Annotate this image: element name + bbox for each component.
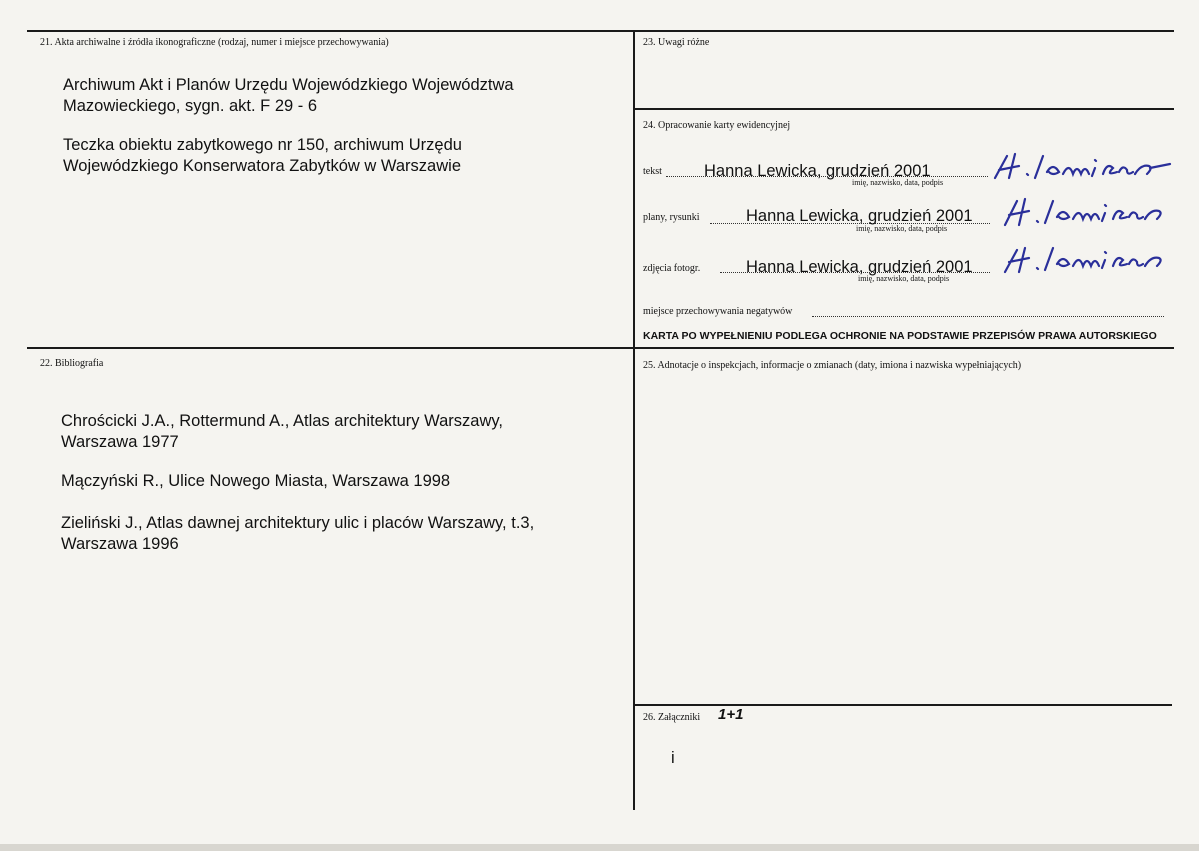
section-22-entry-3-line-2: Warszawa 1996 — [61, 535, 179, 553]
section-22-label: 22. Bibliografia — [40, 358, 104, 369]
section-24-label: 24. Opracowanie karty ewidencyjnej — [643, 120, 791, 131]
row-tekst-value: Hanna Lewicka, grudzień 2001 — [704, 162, 931, 180]
section-21-entry-2-line-2: Wojewódzkiego Konserwatora Zabytków w Warszawie — [63, 157, 461, 175]
section-23-label: 23. Uwagi różne — [643, 37, 710, 48]
section-22-entry-1-line-2: Warszawa 1977 — [61, 433, 179, 451]
row-plany-value: Hanna Lewicka, grudzień 2001 — [746, 207, 973, 225]
divider-25-26 — [633, 704, 1172, 706]
row-plany-label: plany, rysunki — [643, 212, 700, 223]
section-22-entry-2-line-1: Mączyński R., Ulice Nowego Miasta, Warszawa 1998 — [61, 472, 451, 490]
section-21-label: 21. Akta archiwalne i źródła ikonograficzne (rodzaj, numer i miejsce przechowywania) — [40, 37, 389, 48]
section-25-label: 25. Adnotacje o inspekcjach, informacje o zmianach (daty, imiona i nazwiska wypełniających) — [643, 360, 1022, 371]
signature-2-icon — [995, 195, 1175, 230]
section-21-entry-1-line-1: Archiwum Akt i Planów Urzędu Wojewódzkiego Województwa — [63, 76, 514, 94]
row-tekst-label: tekst — [643, 166, 662, 177]
section-21-entry-1-line-2: Mazowieckiego, sygn. akt. F 29 - 6 — [63, 97, 318, 115]
row-plany-caption: imię, nazwisko, data, podpis — [856, 224, 948, 233]
top-border — [27, 30, 1174, 32]
signature-1-icon — [985, 150, 1175, 185]
attachments-mark: i — [671, 749, 675, 767]
attachments-handwritten: 1+1 — [718, 706, 744, 723]
row-zdjecia-label: zdjęcia fotogr. — [643, 263, 701, 274]
middle-border — [27, 347, 1174, 349]
copyright-notice: KARTA PO WYPEŁNIENIU PODLEGA OCHRONIE NA PODSTAWIE PRZEPISÓW PRAWA AUTORSKIEGO — [643, 330, 1157, 342]
negatives-dots — [812, 316, 1164, 317]
section-21-entry-2-line-1: Teczka obiektu zabytkowego nr 150, archiwum Urzędu — [63, 136, 462, 154]
section-26-label: 26. Załączniki — [643, 712, 701, 723]
divider-23-24 — [633, 108, 1174, 110]
row-zdjecia-value: Hanna Lewicka, grudzień 2001 — [746, 258, 973, 276]
section-22-entry-1-line-1: Chrościcki J.A., Rottermund A., Atlas architektury Warszawy, — [61, 412, 503, 430]
scan-edge — [0, 844, 1199, 851]
row-tekst-caption: imię, nazwisko, data, podpis — [852, 178, 944, 187]
negatives-label: miejsce przechowywania negatywów — [643, 306, 793, 317]
row-zdjecia-caption: imię, nazwisko, data, podpis — [858, 274, 950, 283]
section-22-entry-3-line-1: Zieliński J., Atlas dawnej architektury ulic i placów Warszawy, t.3, — [61, 514, 535, 532]
signature-3-icon — [995, 242, 1175, 277]
vertical-divider — [633, 30, 635, 810]
